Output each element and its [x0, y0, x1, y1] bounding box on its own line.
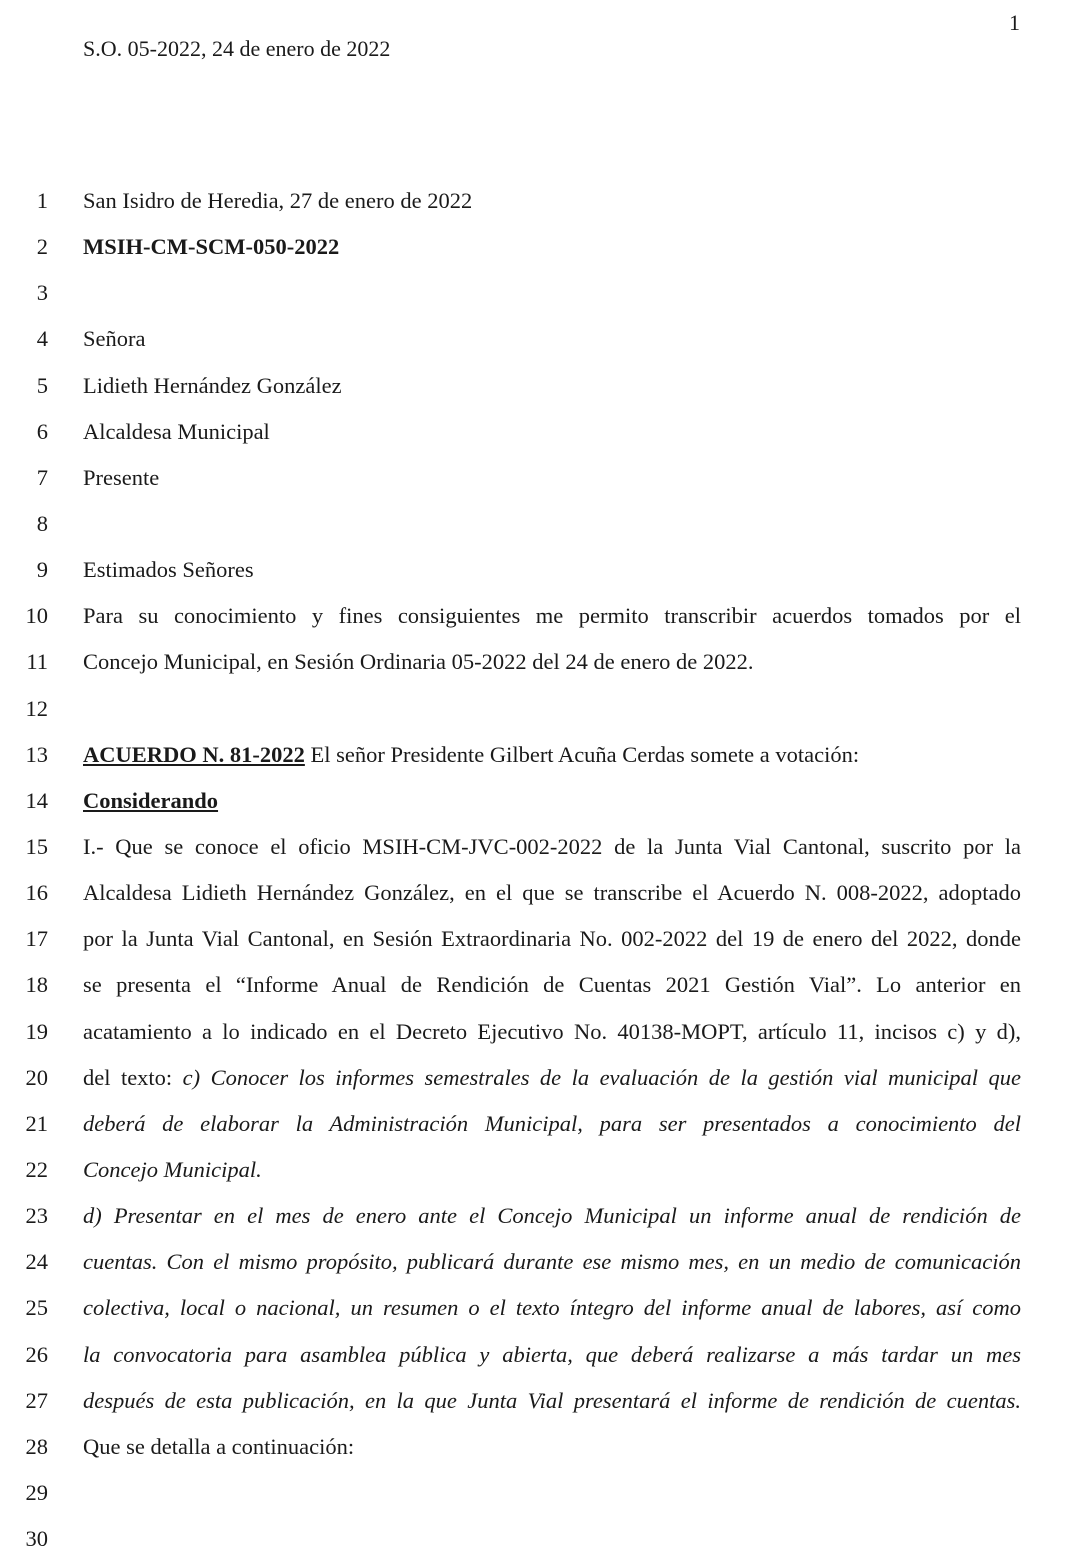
agreement-intro: El señor Presidente Gilbert Acuña Cerdas somete a votación:	[304, 741, 860, 767]
line-number: 24	[25, 1249, 48, 1275]
recipient-role: Alcaldesa Municipal	[83, 418, 270, 444]
line-number: 11	[26, 649, 48, 675]
line-13	[0, 732, 1080, 778]
line-9	[0, 547, 1080, 593]
line-21	[0, 1101, 1080, 1147]
page-number: 1	[1009, 10, 1020, 35]
document-body	[0, 178, 1080, 1562]
body-text: I.- Que se conoce el oficio MSIH-CM-JVC-002-2022 de la Junta Vial Cantonal, suscrito por la	[83, 833, 1021, 859]
quoted-text: d) Presentar en el mes de enero ante el Concejo Municipal un informe anual de rendición de	[83, 1203, 1021, 1229]
line-29	[0, 1470, 1080, 1516]
salutation-title: Señora	[83, 326, 146, 352]
line-number: 14	[25, 787, 48, 813]
body-text: Para su conocimiento y fines consiguientes me permito transcribir acuerdos tomados por el	[83, 603, 1021, 629]
line-24	[0, 1239, 1080, 1285]
line-7	[0, 455, 1080, 501]
place-date: San Isidro de Heredia, 27 de enero de 2022	[83, 188, 473, 213]
line-number: 5	[36, 372, 48, 398]
body-text: se presenta el “Informe Anual de Rendición de Cuentas 2021 Gestión Vial”. Lo anterior en	[83, 972, 1021, 998]
recipient-name: Lidieth Hernández González	[83, 372, 342, 398]
line-number: 13	[25, 741, 48, 767]
body-text: por la Junta Vial Cantonal, en Sesión Extraordinaria No. 002-2022 del 19 de enero del 2022, donde	[83, 926, 1021, 952]
line-10	[0, 593, 1080, 639]
line-25	[0, 1285, 1080, 1331]
line-15	[0, 824, 1080, 870]
line-28	[0, 1424, 1080, 1470]
body-text: Concejo Municipal, en Sesión Ordinaria 05-2022 del 24 de enero de 2022.	[83, 649, 754, 675]
line-30	[0, 1516, 1080, 1562]
line-number: 1	[36, 188, 48, 213]
quoted-text: la convocatoria para asamblea pública y abierta, que deberá realizarse a más tardar un mes	[83, 1341, 1021, 1367]
line-number: 27	[25, 1387, 48, 1413]
body-text: acatamiento a lo indicado en el Decreto Ejecutivo No. 40138-MOPT, artículo 11, incisos c) y d),	[83, 1018, 1021, 1044]
line-number: 21	[25, 1110, 48, 1136]
line-number: 25	[25, 1295, 48, 1321]
line-number: 18	[25, 972, 48, 998]
quoted-text: Concejo Municipal.	[83, 1156, 262, 1182]
line-number: 22	[25, 1156, 48, 1182]
quoted-text: c) Conocer los informes semestrales de la evaluación de la gestión vial municipal que	[182, 1064, 1021, 1090]
line-number: 23	[25, 1203, 48, 1229]
line-number: 19	[25, 1018, 48, 1044]
line-number: 29	[25, 1479, 48, 1505]
recipient-presente: Presente	[83, 464, 160, 490]
body-text: Que se detalla a continuación:	[83, 1433, 355, 1459]
line-16	[0, 870, 1080, 916]
line-number: 2	[36, 234, 48, 260]
line-number: 15	[25, 833, 48, 859]
line-14	[0, 778, 1080, 824]
agreement-title: ACUERDO N. 81-2022	[83, 741, 305, 767]
line-22	[0, 1147, 1080, 1193]
line-number: 17	[25, 926, 48, 952]
line-number: 30	[25, 1526, 48, 1552]
line-number: 7	[36, 464, 48, 490]
greeting: Estimados Señores	[83, 557, 254, 583]
line-number: 6	[36, 418, 48, 444]
line-20	[0, 1055, 1080, 1101]
line-27	[0, 1378, 1080, 1424]
line-6	[0, 409, 1080, 455]
body-text: Alcaldesa Lidieth Hernández González, en el que se transcribe el Acuerdo N. 008-2022, adoptado	[83, 880, 1021, 906]
line-26	[0, 1332, 1080, 1378]
line-11	[0, 639, 1080, 685]
considering-heading: Considerando	[83, 787, 219, 813]
line-2	[0, 224, 1080, 270]
line-number: 4	[36, 326, 48, 352]
line-number: 28	[25, 1433, 48, 1459]
document-code: MSIH-CM-SCM-050-2022	[83, 234, 340, 260]
session-header: S.O. 05-2022, 24 de enero de 2022	[83, 36, 391, 61]
quoted-text: deberá de elaborar la Administración Municipal, para ser presentados a conocimiento del	[83, 1110, 1021, 1136]
line-19	[0, 1009, 1080, 1055]
line-number: 12	[25, 695, 48, 721]
line-3	[0, 270, 1080, 316]
body-text: del texto:	[83, 1064, 183, 1090]
line-number: 20	[25, 1064, 48, 1090]
line-4	[0, 316, 1080, 362]
line-8	[0, 501, 1080, 547]
line-1	[0, 178, 1080, 224]
quoted-text: colectiva, local o nacional, un resumen o el texto íntegro del informe anual de labores, así como	[83, 1295, 1021, 1321]
line-18	[0, 962, 1080, 1008]
line-12	[0, 686, 1080, 732]
line-number: 10	[25, 603, 48, 629]
quoted-text: después de esta publicación, en la que Junta Vial presentará el informe de rendición de cuentas.	[83, 1387, 1021, 1413]
line-number: 16	[25, 880, 48, 906]
line-number: 3	[36, 280, 48, 306]
line-number: 9	[36, 557, 48, 583]
quoted-text: cuentas. Con el mismo propósito, publicará durante ese mismo mes, en un medio de comunicación	[83, 1249, 1021, 1275]
line-17	[0, 916, 1080, 962]
line-number: 26	[25, 1341, 48, 1367]
line-23	[0, 1193, 1080, 1239]
line-5	[0, 363, 1080, 409]
line-number: 8	[36, 510, 48, 536]
